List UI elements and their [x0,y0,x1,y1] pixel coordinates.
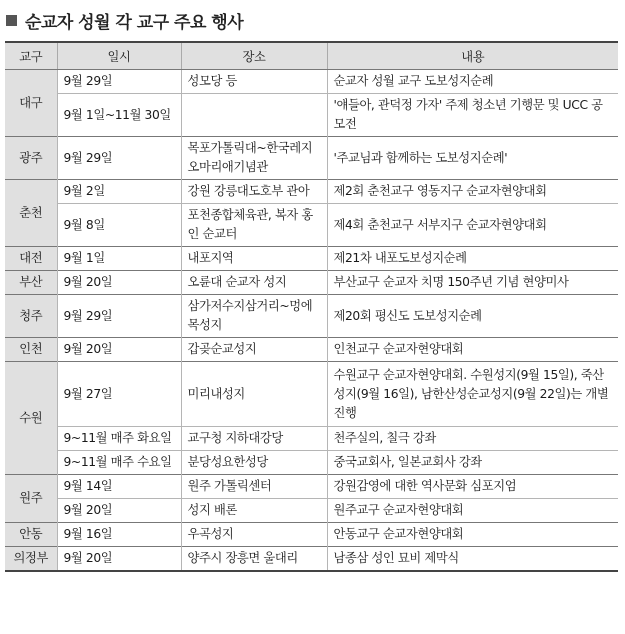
date-cell: 9월 29일 [57,137,181,180]
square-bullet-icon [6,15,17,26]
region-cell: 대구 [5,70,57,137]
table-body [5,70,618,572]
date-cell: 9월 1일 [57,247,181,271]
place-cell: 원주 가톨릭센터 [181,475,327,499]
content-cell: 제20회 평신도 도보성지순례 [327,295,618,338]
place-cell: 우곡성지 [181,523,327,547]
content-cell: 제21차 내포도보성지순례 [327,247,618,271]
date-cell: 9월 16일 [57,523,181,547]
place-cell: 분당성요한성당 [181,451,327,475]
content-cell: 수원교구 순교자현양대회. 수원성지(9월 15일), 죽산성지(9월 16일), 남한산성순교성지(9월 22일)는 개별 진행 [327,362,618,427]
table-row [5,70,618,94]
content-cell: 순교자 성월 교구 도보성지순례 [327,70,618,94]
place-cell: 미리내성지 [181,362,327,427]
content-cell: 인천교구 순교자현양대회 [327,338,618,362]
table-row [5,295,618,338]
region-cell: 수원 [5,362,57,475]
date-cell: 9월 14일 [57,475,181,499]
header-place: 장소 [181,42,327,70]
content-cell: '얘들아, 관덕정 가자' 주제 청소년 기행문 및 UCC 공모전 [327,94,618,137]
table-row [5,362,618,427]
table-row [5,271,618,295]
content-cell: 남종삼 성인 묘비 제막식 [327,547,618,572]
date-cell: 9월 20일 [57,499,181,523]
region-cell: 안동 [5,523,57,547]
region-cell: 대전 [5,247,57,271]
place-cell: 목포가톨릭대~한국레지오마리애기념관 [181,137,327,180]
place-cell: 성지 배론 [181,499,327,523]
table-row [5,137,618,180]
header-region: 교구 [5,42,57,70]
table-row [5,475,618,499]
date-cell: 9월 2일 [57,180,181,204]
content-cell: 강원감영에 대한 역사문화 심포지엄 [327,475,618,499]
region-cell: 춘천 [5,180,57,247]
header-date: 일시 [57,42,181,70]
place-cell: 성모당 등 [181,70,327,94]
place-cell: 양주시 장흥면 울대리 [181,547,327,572]
content-cell: 제4회 춘천교구 서부지구 순교자현양대회 [327,204,618,247]
place-cell: 포천종합체육관, 복자 홍인 순교터 [181,204,327,247]
page-title [6,8,243,32]
date-cell: 9월 20일 [57,338,181,362]
place-cell: 갑곶순교성지 [181,338,327,362]
date-cell: 9월 20일 [57,271,181,295]
region-cell: 인천 [5,338,57,362]
content-cell: 안동교구 순교자현양대회 [327,523,618,547]
content-cell: 중국교회사, 일본교회사 강좌 [327,451,618,475]
table-row [5,547,618,572]
place-cell [181,94,327,137]
region-cell: 청주 [5,295,57,338]
place-cell: 교구청 지하대강당 [181,427,327,451]
header-row [5,42,618,70]
date-cell: 9월 29일 [57,295,181,338]
content-cell: 천주실의, 칠극 강좌 [327,427,618,451]
place-cell: 내포지역 [181,247,327,271]
header-content: 내용 [327,42,618,70]
content-cell: '주교님과 함께하는 도보성지순례' [327,137,618,180]
date-cell: 9월 20일 [57,547,181,572]
date-cell: 9월 1일~11월 30일 [57,94,181,137]
table-row [5,451,618,475]
region-cell: 광주 [5,137,57,180]
table-row [5,247,618,271]
date-cell: 9월 27일 [57,362,181,427]
content-cell: 제2회 춘천교구 영동지구 순교자현양대회 [327,180,618,204]
table-row [5,338,618,362]
table-row [5,204,618,247]
date-cell: 9~11월 매주 화요일 [57,427,181,451]
table-row [5,180,618,204]
date-cell: 9~11월 매주 수요일 [57,451,181,475]
place-cell: 강원 강릉대도호부 관아 [181,180,327,204]
table-row [5,94,618,137]
region-cell: 부산 [5,271,57,295]
content-cell: 원주교구 순교자현양대회 [327,499,618,523]
date-cell: 9월 8일 [57,204,181,247]
content-cell: 부산교구 순교자 치명 150주년 기념 현양미사 [327,271,618,295]
table-row [5,499,618,523]
region-cell: 원주 [5,475,57,523]
table-row [5,523,618,547]
place-cell: 삼가저수지삼거리~멍에목성지 [181,295,327,338]
date-cell: 9월 29일 [57,70,181,94]
table-row [5,427,618,451]
title-text: 순교자 성월 각 교구 주요 행사 [25,12,244,33]
region-cell: 의정부 [5,547,57,572]
events-table [5,41,618,572]
place-cell: 오륜대 순교자 성지 [181,271,327,295]
